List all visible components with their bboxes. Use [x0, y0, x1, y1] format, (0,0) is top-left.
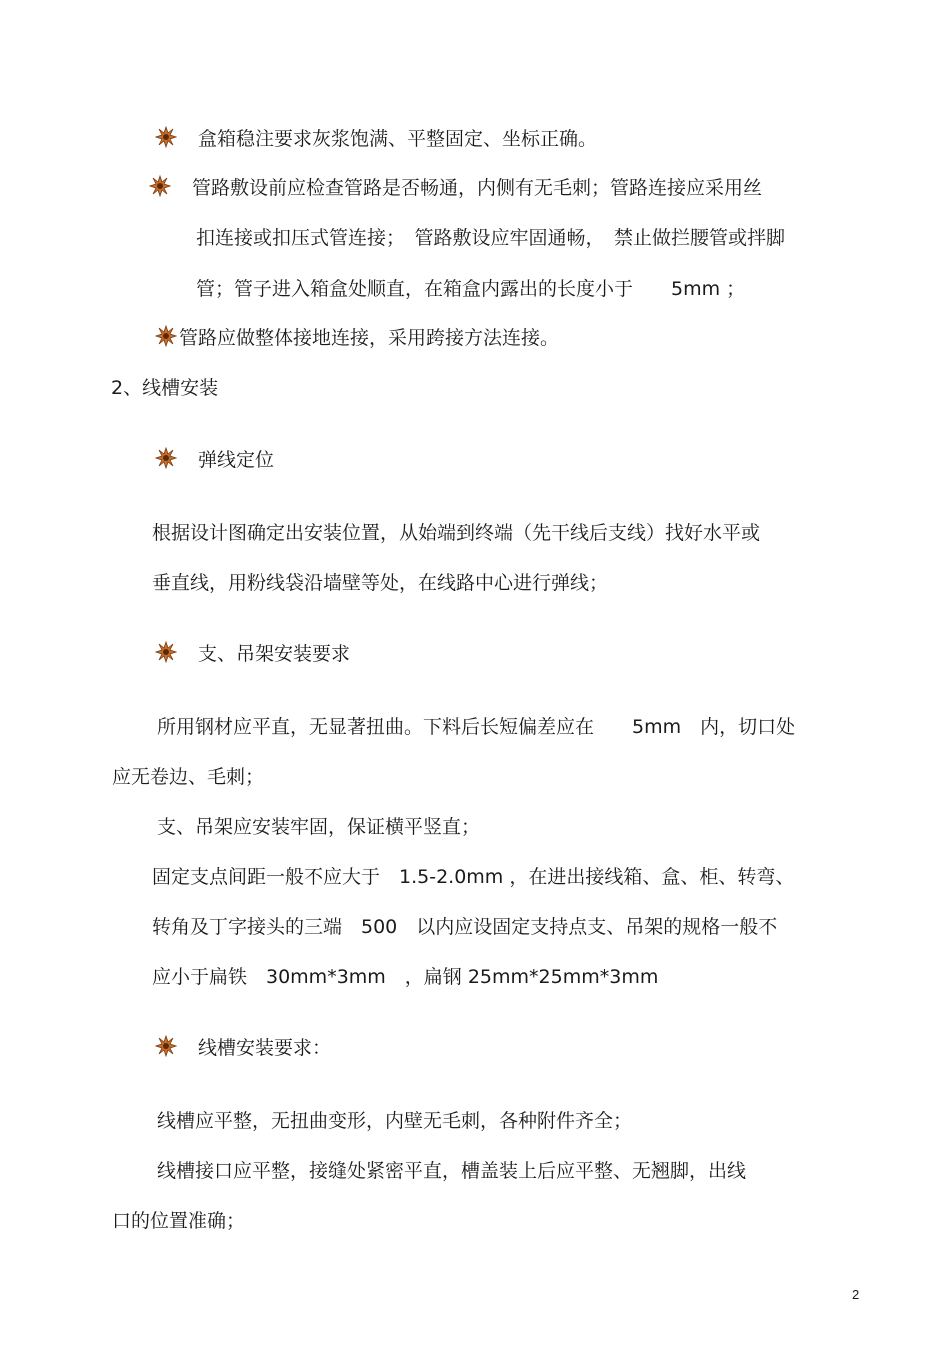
- star-bullet-icon: [155, 447, 177, 469]
- subheading: 弹线定位: [198, 449, 275, 471]
- paragraph-text: 所用钢材应平直，无显著扭曲。下料后长短偏差应在 5mm 内，切口处: [157, 716, 796, 738]
- paragraph-text: 管；管子进入箱盒处顺直，在箱盒内露出的长度小于 5mm ；: [196, 278, 746, 300]
- paragraph-text: 管路应做整体接地连接，采用跨接方法连接。: [179, 327, 560, 349]
- paragraph-text: 线槽应平整，无扭曲变形，内壁无毛刺，各种附件齐全；: [157, 1110, 633, 1132]
- paragraph-text: 根据设计图确定出安装位置，从始端到终端（先干线后支线）找好水平或: [152, 522, 761, 544]
- paragraph-text: 线槽接口应平整，接缝处紧密平直，槽盖装上后应平整、无翘脚，出线: [157, 1160, 747, 1182]
- star-bullet-icon: [155, 1035, 177, 1057]
- paragraph-text: 管路敷设前应检查管路是否畅通，内侧有无毛刺；管路连接应采用丝: [192, 177, 763, 199]
- section-heading: 2、线槽安装: [111, 377, 219, 399]
- paragraph-text: 扣连接或扣压式管连接； 管路敷设应牢固通畅， 禁止做拦腰管或拌脚: [196, 227, 786, 249]
- subheading: 支、吊架安装要求: [198, 643, 351, 665]
- paragraph-text: 支、吊架应安装牢固，保证横平竖直；: [157, 816, 481, 838]
- star-bullet-icon: [155, 325, 177, 347]
- paragraph-text: 口的位置准确；: [112, 1210, 246, 1232]
- star-bullet-icon: [155, 641, 177, 663]
- paragraph-text: 固定支点间距一般不应大于 1.5-2.0mm ，在进出接线箱、盒、柜、转弯、: [152, 866, 795, 888]
- paragraph-text: 应小于扁铁 30mm*3mm ，扁钢 25mm*25mm*3mm: [152, 966, 659, 988]
- page-number: 2: [852, 1287, 860, 1302]
- star-bullet-icon: [149, 175, 171, 197]
- star-bullet-icon: [155, 126, 177, 148]
- paragraph-text: 转角及丁字接头的三端 500 以内应设固定支持点支、吊架的规格一般不: [152, 916, 778, 938]
- paragraph-text: 盒箱稳注要求灰浆饱满、平整固定、坐标正确。: [198, 128, 598, 150]
- paragraph-text: 应无卷边、毛刺；: [112, 766, 265, 788]
- paragraph-text: 垂直线，用粉线袋沿墙壁等处，在线路中心进行弹线；: [152, 572, 609, 594]
- subheading: 线槽安装要求：: [198, 1037, 332, 1059]
